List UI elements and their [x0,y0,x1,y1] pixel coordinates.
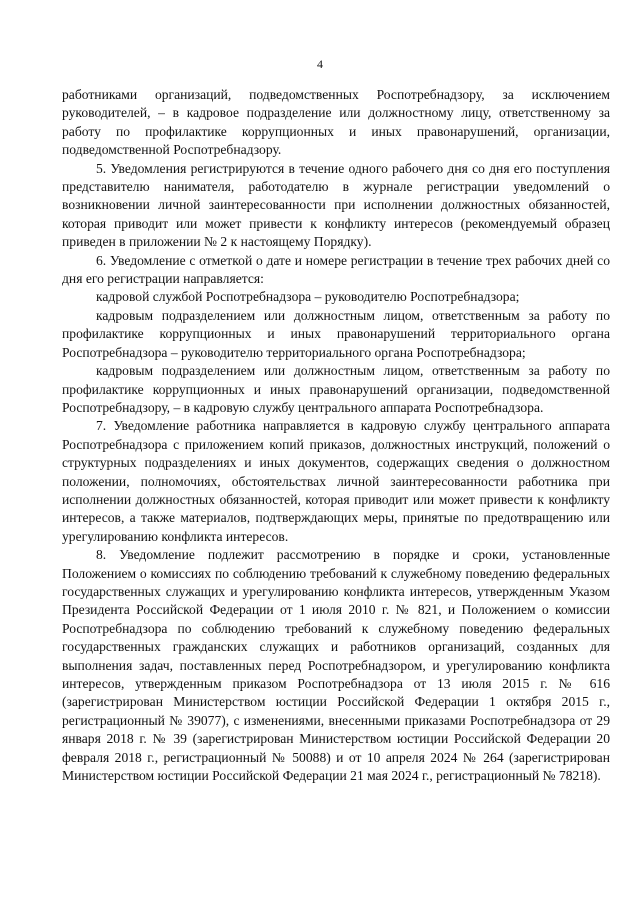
paragraph-continuation: работниками организаций, подведомственных Роспотребнадзору, за исключением руководителей, – в кадровое подразделение или должностному лицу, ответственному за работу по профилактике коррупционных и иных правонарушений, организации, подведомственной Роспотребнадзору. [62,87,610,158]
paragraph-item-6-sub-2: кадровым подразделением или должностным лицом, ответственным за работу по профилактике коррупционных и иных правонарушений территориального органа Роспотребнадзора – руководителю территориального органа Роспотребнадзора; [62,307,610,360]
page-number: 4 [317,57,323,71]
paragraph-item-8: 8. Уведомление подлежит рассмотрению в порядке и сроки, установленные Положением о комиссиях по соблюдению требований к служебному поведению федеральных государственных служащих и урегулированию конфликта интересов, утвержденным Указом Президента Российской Федерации от 1 июля 2010 г. № 821, и Положением о комиссии Роспотребнадзора по соблюдению требований к служебному поведению федеральных государственных гражданских служащих и работников организаций, созданных для выполнения задач, поставленных перед Роспотребнадзором, и урегулированию конфликта интересов, утвержденным приказом Роспотребнадзора от 13 июля 2015 г. № 616 (зарегистрирован Министерством юстиции Российской Федерации 1 октября 2015 г., регистрационный № 39077), с изменениями, внесенными приказами Роспотребнадзора от 29 января 2018 г. № 39 (зарегистрирован Министерством юстиции Российской Федерации 20 февраля 2018 г., регистрационный № 50088) и от 10 апреля 2024 № 264 (зарегистрирован Министерством юстиции Российской Федерации 21 мая 2024 г., регистрационный № 78218). [62,547,610,784]
document-body [62,86,610,785]
paragraph-item-7: 7. Уведомление работника направляется в кадровую службу центрального аппарата Роспотребнадзора с приложением копий приказов, должностных инструкций, положений о структурных подразделениях и иных документов, содержащих сведения о должностном положении, полномочиях, обстоятельствах личной заинтересованности работника при исполнении должностных обязанностей, которая приводит или может привести к конфликту интересов, а также материалов, подтверждающих меры, принятые по предотвращению или урегулированию конфликта интересов. [62,418,610,544]
paragraph-item-6-sub-1: кадровой службой Роспотребнадзора – руководителю Роспотребнадзора; [96,289,520,305]
paragraph-item-6: 6. Уведомление с отметкой о дате и номере регистрации в течение трех рабочих дней со дня его регистрации направляется: [62,252,610,287]
paragraph-item-6-sub-3: кадровым подразделением или должностным лицом, ответственным за работу по профилактике коррупционных и иных правонарушений организации, подведомственной Роспотребнадзору, – в кадровую службу центрального аппарата Роспотребнадзора. [62,363,610,415]
paragraph-item-5: 5. Уведомления регистрируются в течение одного рабочего дня со дня его поступления представителю нанимателя, работодателю в журнале регистрации уведомлений о возникновении личной заинтересованности при исполнении должностных обязанностей, которая приводит или может привести к конфликту интересов (рекомендуемый образец приведен в приложении № 2 к настоящему Порядку). [62,160,610,250]
